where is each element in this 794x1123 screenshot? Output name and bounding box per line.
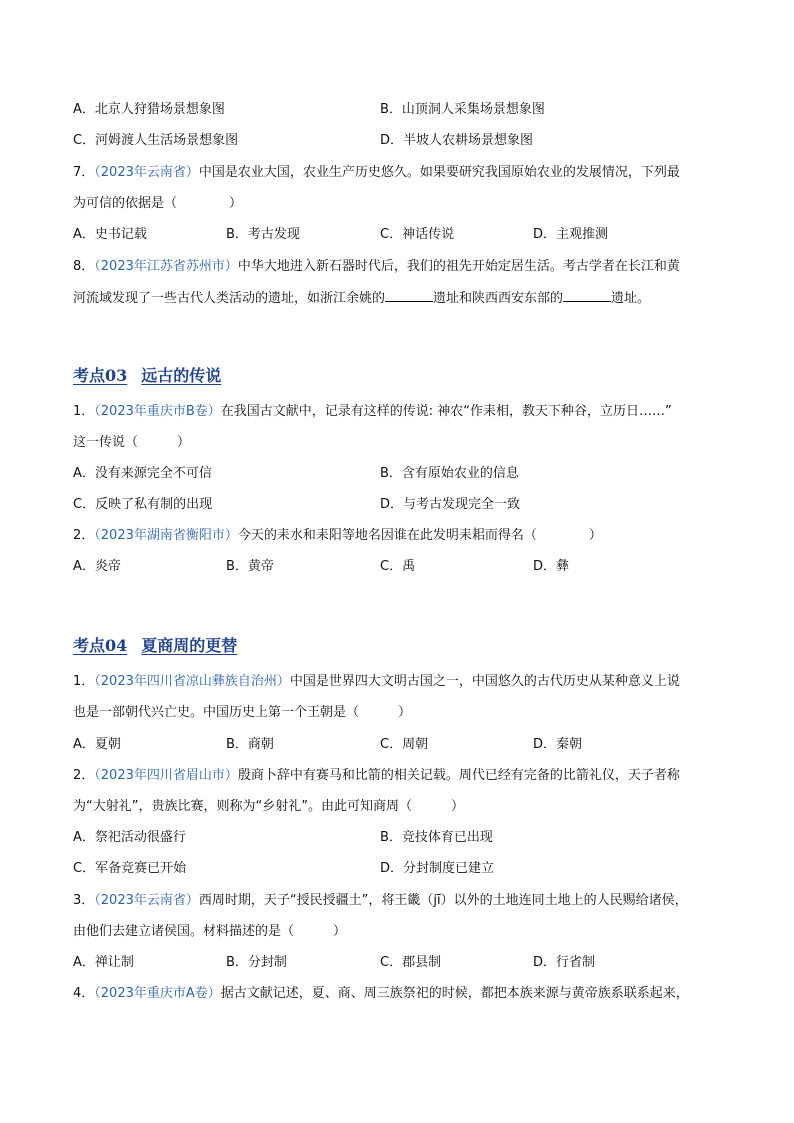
question-source: （2023年重庆市A卷） (94, 986, 221, 1001)
question-3-line-2 (73, 923, 346, 941)
question-8-line-2 (73, 289, 650, 308)
question-2-line-2 (73, 798, 464, 816)
question-source: （2023年四川省眉山市） (94, 768, 238, 783)
question-number: 2． (73, 528, 95, 543)
question-source: （2023年四川省凉山彝族自治州） (94, 674, 290, 689)
question-number: 8． (73, 259, 95, 274)
section-title: 远古的传说 (141, 366, 222, 385)
option-a: A．祭祀活动很盛行 (73, 830, 186, 845)
question-7-line-1 (73, 164, 680, 182)
option-a: A．夏朝 (73, 737, 121, 752)
question-2-line-1 (73, 527, 602, 545)
question-2-line-1 (73, 767, 680, 785)
option-b: B．竞技体育已出现 (380, 830, 493, 845)
section-label: 考点03 (73, 366, 128, 385)
question-4-line-1 (73, 985, 689, 1003)
option-c: C．郡县制 (380, 955, 442, 970)
option-a: A．禅让制 (73, 955, 134, 970)
question-number: 1． (73, 674, 95, 689)
question-3-line-1 (73, 892, 688, 910)
question-number: 3． (73, 893, 95, 908)
question-8-line-1 (73, 258, 680, 276)
option-d: D．半坡人农耕场景想象图 (380, 133, 534, 148)
question-text: 由他们去建立诸侯国。材料描述的是（ ） (73, 924, 347, 939)
option-c: C．军备竞赛已开始 (73, 861, 187, 876)
option-b: B．商朝 (226, 737, 274, 752)
question-number: 1． (73, 404, 95, 419)
option-b: B．考古发现 (226, 227, 300, 242)
option-c: C．神话传说 (380, 227, 455, 242)
option-a: A．炎帝 (73, 559, 121, 574)
option-d: D．行省制 (533, 955, 596, 970)
question-text: 为可信的依据是（ ） (73, 196, 243, 211)
option-a: A．没有来源完全不可信 (73, 466, 212, 481)
option-d: D．彝 (533, 559, 570, 574)
option-a: A．北京人狩猎场景想象图 (73, 102, 225, 117)
question-number: 4． (73, 986, 95, 1001)
question-number: 2． (73, 768, 95, 783)
question-source: （2023年云南省） (94, 165, 199, 180)
question-1-line-1 (73, 403, 672, 421)
question-1-line-2 (73, 434, 190, 452)
section-title: 夏商周的更替 (141, 636, 238, 655)
question-number: 7． (73, 165, 95, 180)
question-text: 遗址。 (611, 291, 651, 306)
option-b: B．含有原始农业的信息 (380, 466, 519, 481)
question-source: （2023年重庆市B卷） (94, 404, 221, 419)
option-c: C．河姆渡人生活场景想象图 (73, 133, 239, 148)
option-d: D．秦朝 (533, 737, 583, 752)
question-text: 中华大地进入新石器时代后，我们的祖先开始定居生活。考古学者在长江和黄 (237, 259, 680, 274)
section-heading (73, 366, 221, 386)
option-d: D．与考古发现完全一致 (380, 497, 521, 512)
question-text: 殷商卜辞中有赛马和比箭的相关记载。周代已经有完备的比箭礼仪，天子者称 (237, 768, 680, 783)
question-text: 中国是农业大国，农业生产历史悠久。如果要研究我国原始农业的发展情况，下列最 (198, 165, 680, 180)
answer-blank[interactable] (563, 289, 611, 302)
question-text: 也是一部朝代兴亡史。中国历史上第一个王朝是（ ） (73, 705, 412, 720)
question-source: （2023年云南省） (94, 893, 199, 908)
question-text: 遗址和陕西西安东部的 (433, 291, 564, 306)
option-c: C．禹 (380, 559, 416, 574)
option-b: B．分封制 (226, 955, 287, 970)
question-text: 西周时期，天子“授民授疆土”，将王畿（jī）以外的土地连同土地上的人民赐给诸侯， (198, 893, 688, 908)
option-d: D．分封制度已建立 (380, 861, 495, 876)
question-7-line-2 (73, 195, 242, 213)
option-a: A．史书记载 (73, 227, 147, 242)
question-text: 这一传说（ ） (73, 435, 191, 450)
section-heading (73, 636, 237, 656)
question-text: 今天的耒水和耒阳等地名因谁在此发明耒耜而得名（ ） (237, 528, 602, 543)
option-c: C．周朝 (380, 737, 429, 752)
answer-blank[interactable] (385, 289, 433, 302)
option-d: D．主观推测 (533, 227, 609, 242)
question-source: （2023年湖南省衡阳市） (94, 528, 238, 543)
option-c: C．反映了私有制的出现 (73, 497, 213, 512)
question-source: （2023年江苏省苏州市） (94, 259, 238, 274)
question-text: 中国是世界四大文明古国之一，中国悠久的古代历史从某种意义上说 (289, 674, 680, 689)
question-text: 在我国古文献中，记录有这样的传说: 神农“作耒相，教天下种谷，立历日……” (220, 404, 672, 419)
question-text: 为“大射礼”，贵族比赛，则称为“乡射礼”。由此可知商周（ ） (73, 799, 464, 814)
question-1-line-2 (73, 704, 411, 722)
section-label: 考点04 (73, 636, 128, 655)
option-b: B．黄帝 (226, 559, 274, 574)
question-1-line-1 (73, 673, 680, 691)
question-text: 据古文献记述，夏、商、周三族祭祀的时候，都把本族来源与黄帝族系联系起来， (220, 986, 689, 1001)
option-b: B．山顶洞人采集场景想象图 (380, 102, 545, 117)
question-text: 河流域发现了一些古代人类活动的遗址，如浙江余姚的 (73, 291, 386, 306)
